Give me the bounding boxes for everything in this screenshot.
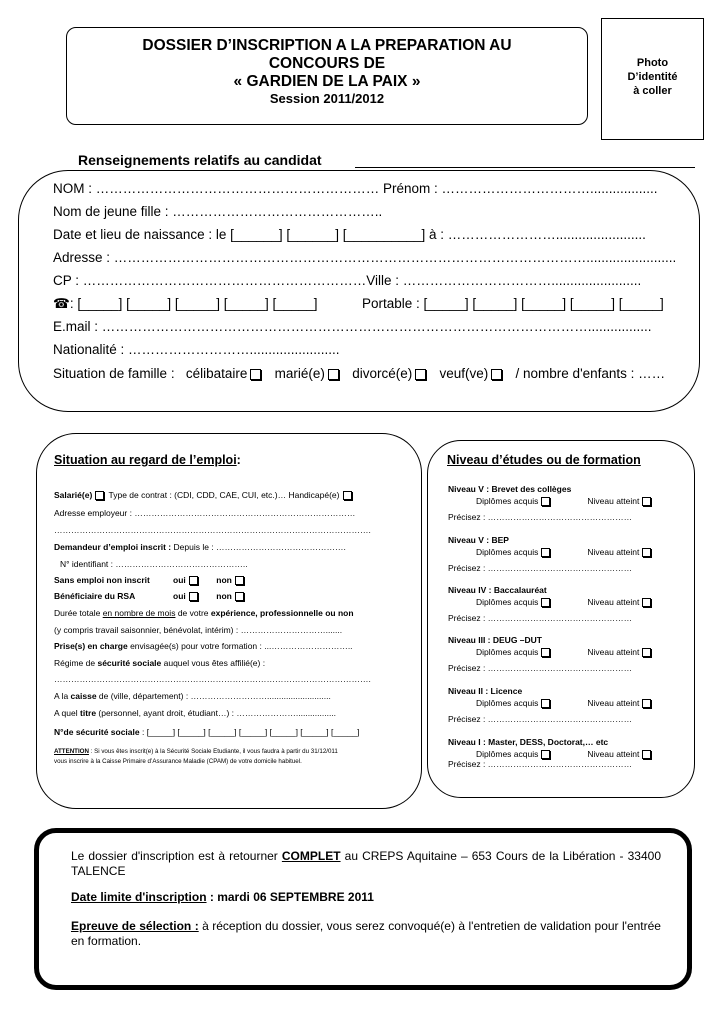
photo-line-1: Photo xyxy=(636,57,669,69)
checkbox-rsa-oui[interactable] xyxy=(189,592,198,601)
photo-line-2: D’identité xyxy=(627,71,678,83)
rsa-row: Bénéficiaire du RSA oui non xyxy=(54,591,246,601)
nom-jeune-fille-field[interactable]: Nom de jeune fille : ……………………………………….. xyxy=(53,204,383,219)
study-level-checks xyxy=(476,496,653,506)
study-level-title: Niveau V : Brevet des collèges xyxy=(448,484,572,494)
telephone-boxes: : [_____] [_____] [_____] [_____] [_____] xyxy=(69,296,318,311)
session-label: Session 2011/2012 xyxy=(269,91,385,106)
photo-line-3: à coller xyxy=(633,85,672,97)
study-level-checks xyxy=(476,749,653,759)
securite-sociale-field[interactable]: N°de sécurité sociale : [_____] [_____] [_____] [_____] [_____] [_____] [_____] xyxy=(54,727,360,737)
adresse-employeur-field[interactable]: Adresse employeur : …………………………………………………………………… xyxy=(54,508,356,518)
niveau-atteint-label: Niveau atteint xyxy=(587,496,640,506)
retour-text: Le dossier d'inscription est à retourner COMPLET au CREPS Aquitaine – 653 Cours de la Libération - 33400 TALENCE xyxy=(71,849,661,878)
checkbox-divorce[interactable] xyxy=(415,369,426,380)
dots-line-1[interactable]: …………………………………………………………………………………………………. xyxy=(54,525,371,535)
duree-row: Durée totale en nombre de mois de votre expérience, professionnelle ou non xyxy=(54,608,354,618)
type-contrat-label: Type de contrat : (CDI, CDD, CAE, CUI, etc.)… Handicapé(e) xyxy=(108,490,340,500)
titre-field[interactable]: A quel titre (personnel, ayant droit, étudiant…) : …………………................. xyxy=(54,708,337,718)
epreuve-text: Epreuve de sélection : à réception du dossier, vous serez convoqué(e) à l'entretien de validation pour l'entrée en formation. xyxy=(71,919,661,948)
situation-label: Situation de famille : xyxy=(53,366,175,381)
checkbox-niveau-atteint[interactable] xyxy=(642,699,651,708)
precisez-field[interactable]: Précisez : …………………………………………… xyxy=(448,759,633,769)
niveau-atteint-label: Niveau atteint xyxy=(587,547,640,557)
title-line-3: « GARDIEN DE LA PAIX » xyxy=(233,73,421,90)
telephone-field[interactable] xyxy=(53,296,318,312)
nationalite-field[interactable]: Nationalité : ………………………........................ xyxy=(53,342,340,357)
demandeur-row[interactable]: Demandeur d’emploi inscrit : Depuis le : ………………………………………. xyxy=(54,542,346,552)
option-veuf: veuf(ve) xyxy=(439,366,489,381)
diplomes-label: Diplômes acquis xyxy=(476,749,539,759)
precisez-field[interactable]: Précisez : …………………………………………… xyxy=(448,563,633,573)
study-level-checks xyxy=(476,698,653,708)
checkbox-niveau-atteint[interactable] xyxy=(642,648,651,657)
checkbox-handicape[interactable] xyxy=(343,491,352,500)
heading-rule xyxy=(355,167,695,168)
checkbox-diplomes-acquis[interactable] xyxy=(541,699,550,708)
nombre-enfants-field[interactable]: / nombre d'enfants : …… xyxy=(515,366,666,381)
checkbox-niveau-atteint[interactable] xyxy=(642,548,651,557)
checkbox-veuf[interactable] xyxy=(491,369,502,380)
diplomes-label: Diplômes acquis xyxy=(476,647,539,657)
niveau-atteint-label: Niveau atteint xyxy=(587,597,640,607)
diplomes-label: Diplômes acquis xyxy=(476,547,539,557)
naissance-field[interactable]: Date et lieu de naissance : le [______] [______] [__________] à : ……………………........................ xyxy=(53,227,646,242)
cp-ville-field[interactable]: CP : ………………………………………………………Ville : ……………………………........................ xyxy=(53,273,642,288)
checkbox-sans-emploi-oui[interactable] xyxy=(189,576,198,585)
nom-field[interactable]: NOM : ……………………………………………………… Prénom : …………………………….................. xyxy=(53,181,658,196)
prise-en-charge-field[interactable]: Prise(s) en charge envisagée(s) pour votre formation : ...……………………….. xyxy=(54,641,353,651)
study-level-checks xyxy=(476,647,653,657)
title-box xyxy=(66,27,588,125)
niveau-atteint-label: Niveau atteint xyxy=(587,749,640,759)
study-level-title: Niveau II : Licence xyxy=(448,686,523,696)
checkbox-diplomes-acquis[interactable] xyxy=(541,598,550,607)
checkbox-niveau-atteint[interactable] xyxy=(642,598,651,607)
precisez-field[interactable]: Précisez : …………………………………………… xyxy=(448,512,633,522)
study-level-title: Niveau III : DEUG –DUT xyxy=(448,635,542,645)
checkbox-diplomes-acquis[interactable] xyxy=(541,648,550,657)
portable-field[interactable]: Portable : [_____] [_____] [_____] [_____] [_____] xyxy=(362,296,664,311)
photo-box xyxy=(601,18,704,140)
checkbox-diplomes-acquis[interactable] xyxy=(541,750,550,759)
salarie-row xyxy=(54,490,354,500)
identifiant-field[interactable]: N° identifiant : ……………………………………….. xyxy=(60,559,248,569)
situation-famille-row xyxy=(53,366,665,381)
attention-note-2: vous inscrire à la Caisse Primaire d’Assurance Maladie (CPAM) de votre domicile habituel. xyxy=(54,758,302,765)
diplomes-label: Diplômes acquis xyxy=(476,698,539,708)
demandeur-label: Demandeur d’emploi inscrit : xyxy=(54,542,172,552)
employment-heading: Situation au regard de l’emploi: xyxy=(54,453,241,467)
checkbox-sans-emploi-non[interactable] xyxy=(235,576,244,585)
checkbox-salarie[interactable] xyxy=(95,491,104,500)
salarie-label: Salarié(e) xyxy=(54,490,93,500)
niveau-atteint-label: Niveau atteint xyxy=(587,698,640,708)
duree-field[interactable]: (y compris travail saisonnier, bénévolat, intérim) : …………………………....... xyxy=(54,625,343,635)
study-level-checks xyxy=(476,547,653,557)
checkbox-marie[interactable] xyxy=(328,369,339,380)
diplomes-label: Diplômes acquis xyxy=(476,597,539,607)
precisez-field[interactable]: Précisez : …………………………………………… xyxy=(448,714,633,724)
niveau-atteint-label: Niveau atteint xyxy=(587,647,640,657)
date-limite-text: Date limite d'inscription : mardi 06 SEPTEMBRE 2011 xyxy=(71,890,374,904)
study-level-title: Niveau V : BEP xyxy=(448,535,509,545)
caisse-field[interactable]: A la caisse de (ville, département) : ………………………........................... xyxy=(54,691,331,701)
checkbox-diplomes-acquis[interactable] xyxy=(541,548,550,557)
checkbox-niveau-atteint[interactable] xyxy=(642,497,651,506)
candidate-heading: Renseignements relatifs au candidat xyxy=(78,152,322,168)
checkbox-rsa-non[interactable] xyxy=(235,592,244,601)
sans-emploi-label: Sans emploi non inscrit xyxy=(54,575,150,585)
study-level-title: Niveau IV : Baccalauréat xyxy=(448,585,547,595)
title-line-1: DOSSIER D’INSCRIPTION A LA PREPARATION AU xyxy=(142,37,512,54)
study-level-title: Niveau I : Master, DESS, Doctorat,… etc xyxy=(448,737,609,747)
regime-row: Régime de sécurité sociale auquel vous êtes affilié(e) : xyxy=(54,658,266,668)
study-level-checks xyxy=(476,597,653,607)
checkbox-niveau-atteint[interactable] xyxy=(642,750,651,759)
checkbox-celibataire[interactable] xyxy=(250,369,261,380)
diplomes-label: Diplômes acquis xyxy=(476,496,539,506)
option-celibataire: célibataire xyxy=(185,366,248,381)
email-field[interactable]: E.mail : ………………………………………………………………………………………………................. xyxy=(53,319,652,334)
checkbox-diplomes-acquis[interactable] xyxy=(541,497,550,506)
sans-emploi-row: Sans emploi non inscrit oui non xyxy=(54,575,246,585)
precisez-field[interactable]: Précisez : …………………………………………… xyxy=(448,613,633,623)
option-divorce: divorcé(e) xyxy=(352,366,413,381)
option-marie: marié(e) xyxy=(274,366,325,381)
rsa-label: Bénéficiaire du RSA xyxy=(54,591,136,601)
title-line-2: CONCOURS DE xyxy=(268,55,386,72)
phone-icon: ☎ xyxy=(53,296,70,311)
studies-heading: Niveau d’études ou de formation xyxy=(447,453,641,467)
adresse-field[interactable]: Adresse : ……………………………………………………………………………………………........................ xyxy=(53,250,677,265)
submission-info-box xyxy=(34,828,692,990)
attention-note-1: ATTENTION : Si vous êtes inscrit(e) à la Sécurité Sociale Etudiante, il vous faudra à partir du 31/12/011 xyxy=(54,748,338,755)
precisez-field[interactable]: Précisez : …………………………………………… xyxy=(448,663,633,673)
dots-line-2[interactable]: …………………………………………………………………………………………………. xyxy=(54,674,371,684)
